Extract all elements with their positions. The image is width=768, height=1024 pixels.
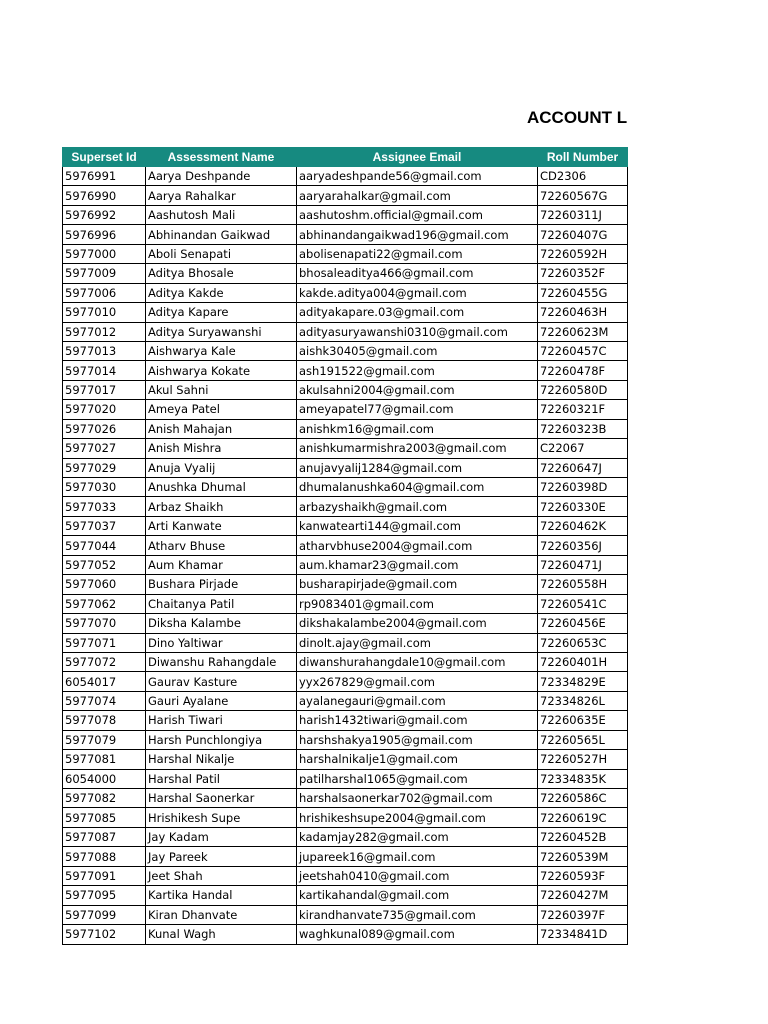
assessment-name-cell[interactable]: Abhinandan Gaikwad [146, 225, 297, 244]
roll-number-cell[interactable]: 72260463H [538, 303, 628, 322]
superset-id-cell[interactable]: 5977014 [63, 361, 146, 380]
roll-number-cell[interactable]: 72260311J [538, 205, 628, 224]
assessment-name-cell[interactable]: Anish Mahajan [146, 419, 297, 438]
assignee-email-cell[interactable]: kakde.aditya004@gmail.com [297, 283, 538, 302]
roll-number-cell[interactable]: 72260567G [538, 186, 628, 205]
roll-number-cell[interactable]: 72334829E [538, 672, 628, 691]
assignee-email-cell[interactable]: ash191522@gmail.com [297, 361, 538, 380]
assignee-email-cell[interactable]: aaryadeshpande56@gmail.com [297, 167, 538, 186]
superset-id-cell[interactable]: 5977095 [63, 886, 146, 905]
roll-number-cell[interactable]: C22067 [538, 439, 628, 458]
roll-number-cell[interactable]: 72260457C [538, 341, 628, 360]
superset-id-cell[interactable]: 5976992 [63, 205, 146, 224]
roll-number-cell[interactable]: 72260623M [538, 322, 628, 341]
superset-id-cell[interactable]: 5977029 [63, 458, 146, 477]
assessment-name-cell[interactable]: Diwanshu Rahangdale [146, 652, 297, 671]
assessment-name-cell[interactable]: Diksha Kalambe [146, 614, 297, 633]
roll-number-cell[interactable]: 72260323B [538, 419, 628, 438]
table-row [63, 769, 628, 788]
assignee-email-cell[interactable]: dhumalanushka604@gmail.com [297, 478, 538, 497]
table-row [63, 497, 628, 516]
superset-id-cell[interactable]: 5977062 [63, 594, 146, 613]
assignee-email-cell[interactable]: kadamjay282@gmail.com [297, 827, 538, 846]
roll-number-cell[interactable]: 72260586C [538, 789, 628, 808]
roll-number-cell[interactable]: 72260539M [538, 847, 628, 866]
assignee-email-cell[interactable]: harshalsaonerkar702@gmail.com [297, 789, 538, 808]
table-row [63, 691, 628, 710]
superset-id-cell[interactable]: 5977044 [63, 536, 146, 555]
roll-number-cell[interactable]: 72334841D [538, 925, 628, 944]
table-row [63, 264, 628, 283]
assessment-name-cell[interactable]: Kiran Dhanvate [146, 905, 297, 924]
superset-id-cell[interactable]: 5977027 [63, 439, 146, 458]
assignee-email-cell[interactable]: hrishikeshsupe2004@gmail.com [297, 808, 538, 827]
roll-number-cell[interactable]: 72334835K [538, 769, 628, 788]
assessment-name-cell[interactable]: Anuja Vyalij [146, 458, 297, 477]
table-row [63, 536, 628, 555]
superset-id-cell[interactable]: 5977071 [63, 633, 146, 652]
superset-id-cell[interactable]: 5977087 [63, 827, 146, 846]
superset-id-cell[interactable]: 5977072 [63, 652, 146, 671]
roll-number-cell[interactable]: 72260471J [538, 555, 628, 574]
table-row [63, 516, 628, 535]
table-body [63, 167, 628, 945]
superset-id-cell[interactable]: 5977052 [63, 555, 146, 574]
assessment-name-cell[interactable]: Gaurav Kasture [146, 672, 297, 691]
assessment-name-cell[interactable]: Aarya Deshpande [146, 167, 297, 186]
assessment-name-cell[interactable]: Jay Pareek [146, 847, 297, 866]
assignee-email-cell[interactable]: adityakapare.03@gmail.com [297, 303, 538, 322]
assessment-name-cell[interactable]: Aarya Rahalkar [146, 186, 297, 205]
superset-id-cell[interactable]: 5977081 [63, 750, 146, 769]
table-row [63, 478, 628, 497]
superset-id-cell[interactable]: 5977079 [63, 730, 146, 749]
table-row [63, 400, 628, 419]
superset-id-cell[interactable]: 5977033 [63, 497, 146, 516]
assessment-name-cell[interactable]: Aboli Senapati [146, 244, 297, 263]
assessment-name-cell[interactable]: Aditya Suryawanshi [146, 322, 297, 341]
assignee-email-cell[interactable]: diwanshurahangdale10@gmail.com [297, 652, 538, 671]
table-row [63, 827, 628, 846]
superset-id-cell[interactable]: 5977020 [63, 400, 146, 419]
assignee-email-cell[interactable]: harshalnikalje1@gmail.com [297, 750, 538, 769]
roll-number-cell[interactable]: 72260565L [538, 730, 628, 749]
table-row [63, 555, 628, 574]
assignee-email-cell[interactable]: dikshakalambe2004@gmail.com [297, 614, 538, 633]
table-row [63, 439, 628, 458]
superset-id-cell[interactable]: 5977070 [63, 614, 146, 633]
table-row [63, 905, 628, 924]
table-row [63, 225, 628, 244]
superset-id-cell[interactable]: 5977006 [63, 283, 146, 302]
assessment-name-cell[interactable]: Aishwarya Kale [146, 341, 297, 360]
superset-id-cell[interactable]: 5977085 [63, 808, 146, 827]
assessment-name-cell[interactable]: Jeet Shah [146, 866, 297, 885]
assessment-name-cell[interactable]: Harshal Saonerkar [146, 789, 297, 808]
assignee-email-cell[interactable]: kanwatearti144@gmail.com [297, 516, 538, 535]
assignee-email-cell[interactable]: aum.khamar23@gmail.com [297, 555, 538, 574]
assignee-email-cell[interactable]: busharapirjade@gmail.com [297, 575, 538, 594]
superset-id-cell[interactable]: 5977102 [63, 925, 146, 944]
roll-number-cell[interactable]: 72260456E [538, 614, 628, 633]
table-row [63, 575, 628, 594]
superset-id-cell[interactable]: 5977010 [63, 303, 146, 322]
roll-number-cell[interactable]: 72260407G [538, 225, 628, 244]
assessment-name-cell[interactable]: Ameya Patel [146, 400, 297, 419]
assessment-name-cell[interactable]: Harsh Punchlongiya [146, 730, 297, 749]
superset-id-cell[interactable]: 5977074 [63, 691, 146, 710]
sheet-title: ACCOUNT L [527, 108, 628, 127]
superset-id-cell[interactable]: 6054017 [63, 672, 146, 691]
assignee-email-cell[interactable]: dinolt.ajay@gmail.com [297, 633, 538, 652]
assignee-email-cell[interactable]: waghkunal089@gmail.com [297, 925, 538, 944]
assignee-email-cell[interactable]: aishk30405@gmail.com [297, 341, 538, 360]
assessment-name-cell[interactable]: Arbaz Shaikh [146, 497, 297, 516]
superset-id-cell[interactable]: 5977030 [63, 478, 146, 497]
assessment-name-cell[interactable]: Arti Kanwate [146, 516, 297, 535]
roll-number-cell[interactable]: 72260478F [538, 361, 628, 380]
assessment-name-cell[interactable]: Kartika Handal [146, 886, 297, 905]
assignee-email-cell[interactable]: aashutoshm.official@gmail.com [297, 205, 538, 224]
superset-id-cell[interactable]: 5977088 [63, 847, 146, 866]
table-row [63, 886, 628, 905]
superset-id-cell[interactable]: 5977017 [63, 380, 146, 399]
table-row [63, 458, 628, 477]
assessment-name-cell[interactable]: Harshal Patil [146, 769, 297, 788]
table-row [63, 380, 628, 399]
superset-id-cell[interactable]: 5977037 [63, 516, 146, 535]
roll-number-cell[interactable]: 72260619C [538, 808, 628, 827]
roll-number-cell[interactable]: 72260455G [538, 283, 628, 302]
table-row [63, 614, 628, 633]
assignee-email-cell[interactable]: aaryarahalkar@gmail.com [297, 186, 538, 205]
superset-id-cell[interactable]: 5977099 [63, 905, 146, 924]
superset-id-cell[interactable]: 5977082 [63, 789, 146, 808]
assignee-email-cell[interactable]: adityasuryawanshi0310@gmail.com [297, 322, 538, 341]
table-row [63, 633, 628, 652]
column-header-roll-number: Roll Number [538, 148, 628, 167]
roll-number-cell[interactable]: 72260647J [538, 458, 628, 477]
assessment-name-cell[interactable]: Aditya Bhosale [146, 264, 297, 283]
roll-number-cell[interactable]: 72260462K [538, 516, 628, 535]
assignee-email-cell[interactable]: atharvbhuse2004@gmail.com [297, 536, 538, 555]
column-header-assessment-name: Assessment Name [146, 148, 297, 167]
column-header-assignee-email: Assignee Email [297, 148, 538, 167]
table-row [63, 866, 628, 885]
header-row [63, 148, 628, 167]
assessment-name-cell[interactable]: Dino Yaltiwar [146, 633, 297, 652]
roll-number-cell[interactable]: 72260580D [538, 380, 628, 399]
roll-number-cell[interactable]: 72260356J [538, 536, 628, 555]
assessment-name-cell[interactable]: Aditya Kakde [146, 283, 297, 302]
assignee-email-cell[interactable]: patilharshal1065@gmail.com [297, 769, 538, 788]
column-header-superset-id: Superset Id [63, 148, 146, 167]
assignee-email-cell[interactable]: abolisenapati22@gmail.com [297, 244, 538, 263]
assignee-email-cell[interactable]: jeetshah0410@gmail.com [297, 866, 538, 885]
assessment-name-cell[interactable]: Bushara Pirjade [146, 575, 297, 594]
assessment-name-cell[interactable]: Kunal Wagh [146, 925, 297, 944]
assignee-email-cell[interactable]: jupareek16@gmail.com [297, 847, 538, 866]
table-row [63, 419, 628, 438]
roll-number-cell[interactable]: 72260635E [538, 711, 628, 730]
table-row [63, 322, 628, 341]
superset-id-cell[interactable]: 5977026 [63, 419, 146, 438]
assessment-name-cell[interactable]: Chaitanya Patil [146, 594, 297, 613]
table-row [63, 594, 628, 613]
assessment-name-cell[interactable]: Aditya Kapare [146, 303, 297, 322]
table-row [63, 283, 628, 302]
roll-number-cell[interactable]: 72260352F [538, 264, 628, 283]
table-row [63, 711, 628, 730]
roll-number-cell[interactable]: 72260653C [538, 633, 628, 652]
table-row [63, 303, 628, 322]
assignee-email-cell[interactable]: akulsahni2004@gmail.com [297, 380, 538, 399]
superset-id-cell[interactable]: 5977012 [63, 322, 146, 341]
assignee-email-cell[interactable]: kartikahandal@gmail.com [297, 886, 538, 905]
roll-number-cell[interactable]: 72260321F [538, 400, 628, 419]
table-row [63, 672, 628, 691]
roll-number-cell[interactable]: 72260558H [538, 575, 628, 594]
table-row [63, 652, 628, 671]
superset-id-cell[interactable]: 5976996 [63, 225, 146, 244]
superset-id-cell[interactable]: 6054000 [63, 769, 146, 788]
superset-id-cell[interactable]: 5977000 [63, 244, 146, 263]
assessment-name-cell[interactable]: Jay Kadam [146, 827, 297, 846]
superset-id-cell[interactable]: 5977013 [63, 341, 146, 360]
table-row [63, 341, 628, 360]
roll-number-cell[interactable]: 72260593F [538, 866, 628, 885]
table-row [63, 847, 628, 866]
assignee-email-cell[interactable]: harish1432tiwari@gmail.com [297, 711, 538, 730]
assignee-email-cell[interactable]: anishkm16@gmail.com [297, 419, 538, 438]
table-row [63, 730, 628, 749]
assessment-name-cell[interactable]: Anushka Dhumal [146, 478, 297, 497]
assignee-email-cell[interactable]: ameyapatel77@gmail.com [297, 400, 538, 419]
assignee-email-cell[interactable]: anishkumarmishra2003@gmail.com [297, 439, 538, 458]
superset-id-cell[interactable]: 5977009 [63, 264, 146, 283]
assessment-name-cell[interactable]: Akul Sahni [146, 380, 297, 399]
roll-number-cell[interactable]: CD2306 [538, 167, 628, 186]
assessment-name-cell[interactable]: Gauri Ayalane [146, 691, 297, 710]
roll-number-cell[interactable]: 72260527H [538, 750, 628, 769]
assessment-name-cell[interactable]: Anish Mishra [146, 439, 297, 458]
assignee-email-cell[interactable]: rp9083401@gmail.com [297, 594, 538, 613]
table-row [63, 925, 628, 944]
table-row [63, 808, 628, 827]
assessment-name-cell[interactable]: Harish Tiwari [146, 711, 297, 730]
roll-number-cell[interactable]: 72260592H [538, 244, 628, 263]
roll-number-cell[interactable]: 72334826L [538, 691, 628, 710]
assessment-name-cell[interactable]: Hrishikesh Supe [146, 808, 297, 827]
superset-id-cell[interactable]: 5977078 [63, 711, 146, 730]
assignee-email-cell[interactable]: bhosaleaditya466@gmail.com [297, 264, 538, 283]
table-row [63, 750, 628, 769]
assessment-name-cell[interactable]: Aashutosh Mali [146, 205, 297, 224]
table-row [63, 167, 628, 186]
roll-number-cell[interactable]: 72260427M [538, 886, 628, 905]
roll-number-cell[interactable]: 72260330E [538, 497, 628, 516]
superset-id-cell[interactable]: 5976991 [63, 167, 146, 186]
assignee-email-cell[interactable]: ayalanegauri@gmail.com [297, 691, 538, 710]
assignee-email-cell[interactable]: yyx267829@gmail.com [297, 672, 538, 691]
roll-number-cell[interactable]: 72260397F [538, 905, 628, 924]
assessment-name-cell[interactable]: Harshal Nikalje [146, 750, 297, 769]
table-row [63, 244, 628, 263]
table-row [63, 361, 628, 380]
assignee-email-cell[interactable]: anujavyalij1284@gmail.com [297, 458, 538, 477]
superset-id-cell[interactable]: 5977060 [63, 575, 146, 594]
table-row [63, 789, 628, 808]
account-list-table [62, 147, 628, 945]
superset-id-cell[interactable]: 5977091 [63, 866, 146, 885]
superset-id-cell[interactable]: 5976990 [63, 186, 146, 205]
table-row [63, 186, 628, 205]
assessment-name-cell[interactable]: Aum Khamar [146, 555, 297, 574]
roll-number-cell[interactable]: 72260541C [538, 594, 628, 613]
assignee-email-cell[interactable]: abhinandangaikwad196@gmail.com [297, 225, 538, 244]
assessment-name-cell[interactable]: Atharv Bhuse [146, 536, 297, 555]
assignee-email-cell[interactable]: kirandhanvate735@gmail.com [297, 905, 538, 924]
table-row [63, 205, 628, 224]
roll-number-cell[interactable]: 72260452B [538, 827, 628, 846]
roll-number-cell[interactable]: 72260401H [538, 652, 628, 671]
assessment-name-cell[interactable]: Aishwarya Kokate [146, 361, 297, 380]
assignee-email-cell[interactable]: harshshakya1905@gmail.com [297, 730, 538, 749]
assignee-email-cell[interactable]: arbazyshaikh@gmail.com [297, 497, 538, 516]
roll-number-cell[interactable]: 72260398D [538, 478, 628, 497]
